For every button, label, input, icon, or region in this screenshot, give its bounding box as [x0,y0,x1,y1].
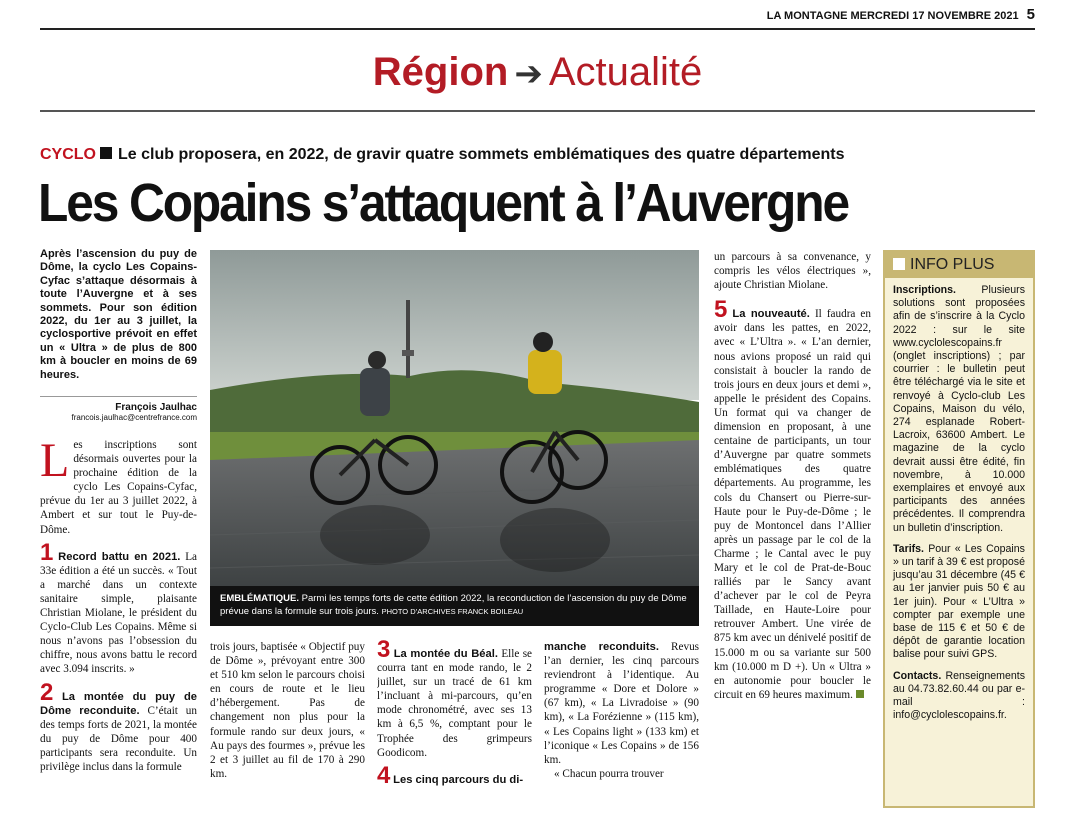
section-text-5: Il faudra en avoir dans les pattes, en 2022, avec « L’Ultra ». « L’an dernier, nous avions proposé un raid qui consistait à boucler la rando de trois jours en deux jours et demi », appelle le président des Copains. Un format qui va changer de dimension en proposant, à une centaine de participants, un tour d’Auvergne par quatre sommets emblématiques des quatre départements. Au programme, les cols du Chansert ou Pierre-sur-Haute pour le Puy-de-Dôme ; le puy de Montoncel dans l’Allier après un passage par le col de la Charme ; le Cantal avec le puy Mary et le col de Prat-de-Bouc ralliés par le Sancy avant d’achever par le col de Peyra Taillade, en Haute-Loire pour retrouver Ambert. Une virée de 875 km avec un dénivelé positif de 15.000 m ou sa variante sur 500 km (10.000 m D +). Un « Ultra » en autonomie pour boucler le circuit en 69 heures maximum. [714,308,871,701]
drop-cap: L [40,438,70,487]
subhead-5: La nouveauté. [732,308,810,321]
section-text-4: Revus l’an dernier, les cinq parcours reviendront à l’identique. Au programme « Dore et Dolore » (67 km), « La Livradoise » (90 km), « La Forézienne » (115 km), « Les Copains light » (133 km) et l’iconique « Les Copains » de 156 km. [544,641,699,766]
author-email: francois.jaulhac@centrefrance.com [71,413,197,422]
section-number-2: 2 [40,678,54,706]
info-box-title-text: INFO PLUS [910,256,995,273]
article-photo [210,250,699,586]
subhead-1: Record battu en 2021. [58,550,181,563]
section-rule [40,110,1035,112]
section-number-4: 4 [377,761,391,789]
kicker-tag: CYCLO [40,146,96,163]
journal-name: LA MONTAGNE [766,10,848,22]
section-number-1: 1 [40,538,54,566]
info-text-contacts: Renseignements au 04.73.82.60.44 ou par e-mail : info@cyclolescopains.fr. [893,669,1025,722]
column-2 [210,640,365,812]
section-sub: Actualité [548,50,703,94]
section-text-1: La 33e édition a été un succès. « Tout a marché dans un contexte sanitaire simple, plaisante Christian Miolane, le président du Cyclo-Club Les Copains. Même si nous n’avons pas l’obsession du chiffre, nous avons battu le record avec 3.094 inscrits. » [40,550,197,676]
section-text-2: C’était un des temps forts de 2021, la montée du puy de Dôme pour 400 participants sera reconduite. Un privilège inclus dans la formule [40,704,197,773]
kicker-text: Le club proposera, en 2022, de gravir quatre sommets emblématiques des quatre départements [118,146,845,163]
column-5-top: un parcours à sa convenance, y compris les vélos électriques », ajoute Christian Miolane. [714,251,871,292]
info-label-contacts: Contacts. [893,669,942,682]
column-1 [40,438,197,810]
page-number: 5 [1026,6,1035,23]
square-icon [893,258,905,270]
byline [40,396,197,432]
info-label-tarifs: Tarifs. [893,542,925,555]
caption-text: Parmi les temps forts de cette édition 2022, la reconduction de l’ascension du puy de Dôme prévue dans la formule sur trois jours. [220,593,687,617]
column-4 [544,640,699,812]
column-3 [377,640,532,812]
issue-date: MERCREDI 17 NOVEMBRE 2021 [850,10,1019,22]
square-bullet-icon [100,147,112,159]
info-text-tarifs: Pour « Les Copains » un tarif à 39 € est proposé jusqu’au 31 décembre (45 € au 1er janvier puis 50 € au 1er juin). Pour « L’Ultra » compter par exemple une base de 115 € et 50 € de dépôt de garantie location balise pour suivi GPS. [893,542,1025,661]
page-header [40,6,1035,28]
author-name: François Jaulhac [115,402,197,413]
subhead-2: La montée du puy de Dôme reconduite. [40,690,197,717]
cyclists-photo [210,250,699,586]
header-rule [40,28,1035,30]
section-main: Région [372,50,509,94]
info-label-inscriptions: Inscriptions. [893,284,956,296]
end-mark-icon [856,690,864,698]
info-box-title [885,252,1033,278]
caption-title: EMBLÉMATIQUE. [220,593,299,604]
subhead-3: La montée du Béal. [393,648,498,660]
section-text-4b: « Chacun pourra trouver [554,767,664,780]
lead-paragraph: Après l’ascension du puy de Dôme, la cyclo Les Copains-Cyfac s’attaque désormais à toute l’Auvergne et à ses sommets. Pour son édition 2022, du 1er au 3 juillet, la cyclosportive prévoit en effet un « Ultra » de plus de 800 km à boucler en moins de 69 heures. [40,248,197,381]
intro-text: es inscriptions sont désormais ouvertes pour la prochaine édition de la cyclo Les Copains-Cyfac, prévue du 1er au 3 juillet 2022, à Ambert et sur tout le Puy-de-Dôme. [40,439,197,536]
info-text-inscriptions: Plusieurs solutions sont proposées afin de s’inscrire à la Cyclo 2022 : sur le site www.cyclolescopains.fr (onglet inscriptions) ; par courrier : le bulletin peut être téléchargé via le site et renvoyé à Cyclo-club Les Copains, Maison du vélo, 274 esplanade Robert-Lacroix, 63600 Ambert. Le magazine de la cyclo devrait aussi être édité, fin novembre, à 10.000 exemplaires et envoyé aux participants des années précédentes. Il comprendra un bulletin d’inscription. [893,284,1025,534]
section-text-3: Elle se courra tant en mode rando, le 2 juillet, sur un tracé de 61 km l’incluant à mi-parcours, qu’en mode chronométré, avec ses 13 km à 6,5 %, comptant pour le Trophée des grimpeurs Goodicom. [377,648,532,759]
photo-caption [210,586,699,626]
section-number-5: 5 [714,296,728,324]
section-number-3: 3 [377,640,391,663]
column-5 [714,250,871,812]
photo-credit: PHOTO D’ARCHIVES FRANCK BOILEAU [381,607,524,616]
subhead-4: Les cinq parcours du di- [393,773,524,786]
arrow-icon: ➔ [514,55,543,93]
section-title [40,44,1035,100]
kicker [40,146,1035,168]
column-2-text: trois jours, baptisée « Objectif puy de Dôme », prévoyant entre 300 et 510 km selon le parcours choisi en cours de route et le lieu d’hébergement. Pas de changement non plus pour la formule rando sur deux jours, « Au pays des fourmes », prévue les 2 et 3 juillet au fil de 170 à 290 km. [210,641,365,780]
info-plus-box [883,250,1035,808]
headline: Les Copains s’attaquent à l’Auvergne [38,173,848,233]
subhead-4-cont: manche reconduits. [544,641,659,653]
